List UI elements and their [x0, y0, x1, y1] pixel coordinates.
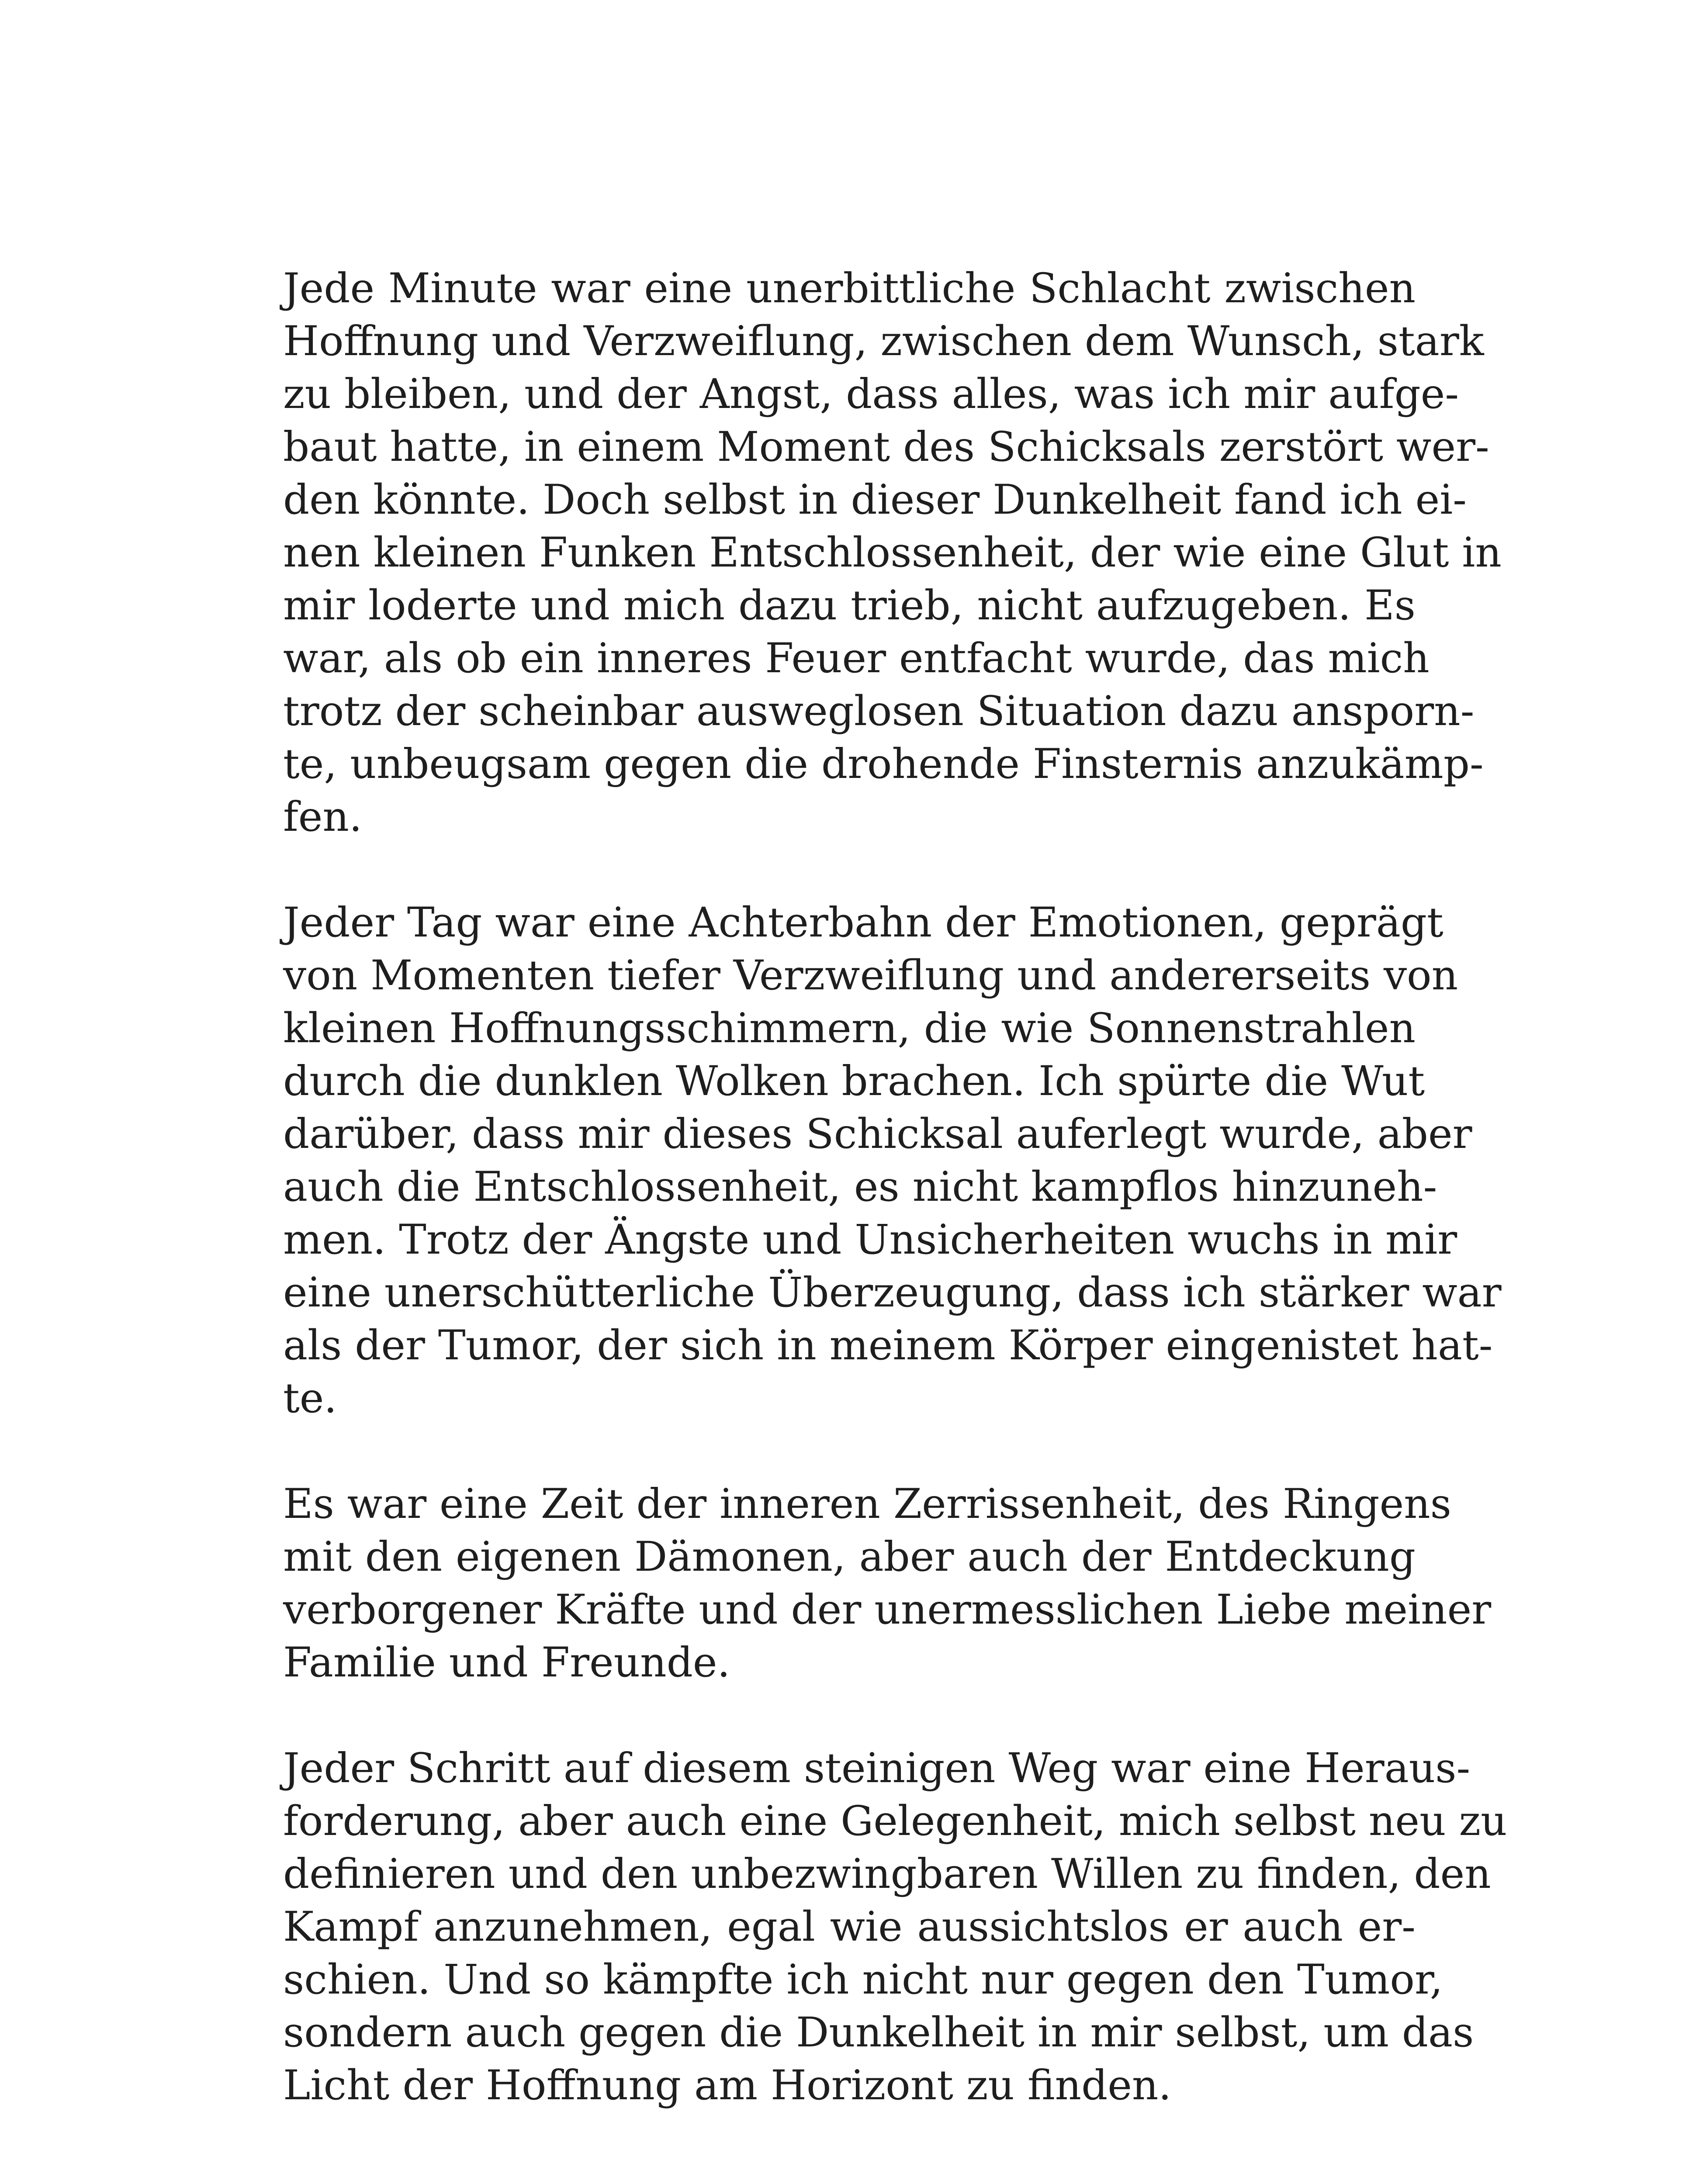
text-line: schien. Und so kämpfte ich nicht nur gegen den Tumor,: [283, 1956, 1443, 2004]
text-line: te, unbeugsam gegen die drohende Finsternis anzukämp-: [283, 740, 1484, 788]
text-line: forderung, aber auch eine Gelegenheit, mich selbst neu zu: [283, 1797, 1507, 1845]
text-line: kleinen Hoffnungsschimmern, die wie Sonnenstrahlen: [283, 1005, 1416, 1052]
text-line: eine unerschütterliche Überzeugung, dass ich stärker war: [283, 1269, 1502, 1317]
text-line: darüber, dass mir dieses Schicksal auferlegt wurde, aber: [283, 1110, 1472, 1158]
text-line: den könnte. Doch selbst in dieser Dunkelheit fand ich ei-: [283, 476, 1467, 524]
text-line: Kampf anzunehmen, egal wie aussichtslos er auch er-: [283, 1903, 1416, 1951]
text-line: Jede Minute war eine unerbittliche Schlacht zwischen: [283, 265, 1416, 312]
paragraph: [283, 262, 1502, 843]
paragraph: [283, 1742, 1507, 2112]
text-line: von Momenten tiefer Verzweiflung und andererseits von: [283, 952, 1458, 999]
text-line: definieren und den unbezwingbaren Willen zu finden, den: [283, 1850, 1491, 1898]
text-line: Jeder Schritt auf diesem steinigen Weg war eine Heraus-: [283, 1745, 1471, 1792]
paragraph: [283, 1478, 1492, 1689]
text-line: auch die Entschlossenheit, es nicht kampflos hinzuneh-: [283, 1163, 1437, 1211]
text-line: Es war eine Zeit der inneren Zerrissenheit, des Ringens: [283, 1480, 1451, 1528]
text-line: war, als ob ein inneres Feuer entfacht wurde, das mich: [283, 635, 1430, 682]
text-line: durch die dunklen Wolken brachen. Ich spürte die Wut: [283, 1057, 1425, 1105]
text-line: Hoffnung und Verzweiflung, zwischen dem Wunsch, stark: [283, 318, 1484, 365]
text-line: mir loderte und mich dazu trieb, nicht aufzugeben. Es: [283, 582, 1416, 629]
text-line: nen kleinen Funken Entschlossenheit, der wie eine Glut in: [283, 529, 1502, 577]
text-line: Jeder Tag war eine Achterbahn der Emotionen, geprägt: [283, 899, 1443, 947]
text-line: als der Tumor, der sich in meinem Körper eingenistet hat-: [283, 1322, 1493, 1369]
text-line: fen.: [283, 793, 362, 841]
text-line: trotz der scheinbar ausweglosen Situation dazu ansporn-: [283, 688, 1475, 735]
text-line: verborgener Kräfte und der unermesslichen Liebe meiner: [283, 1586, 1492, 1634]
text-line: baut hatte, in einem Moment des Schicksals zerstört wer-: [283, 423, 1489, 471]
body-text: [283, 262, 1507, 2165]
text-line: men. Trotz der Ängste und Unsicherheiten wuchs in mir: [283, 1216, 1457, 1264]
text-line: mit den eigenen Dämonen, aber auch der Entdeckung: [283, 1533, 1416, 1581]
text-line: sondern auch gegen die Dunkelheit in mir selbst, um das: [283, 2009, 1474, 2056]
paragraph: [283, 896, 1502, 1425]
text-line: te.: [283, 1375, 337, 1422]
text-line: zu bleiben, und der Angst, dass alles, was ich mir aufge-: [283, 370, 1459, 418]
text-line: Familie und Freunde.: [283, 1639, 730, 1686]
text-line: Licht der Hoffnung am Horizont zu finden.: [283, 2062, 1172, 2109]
